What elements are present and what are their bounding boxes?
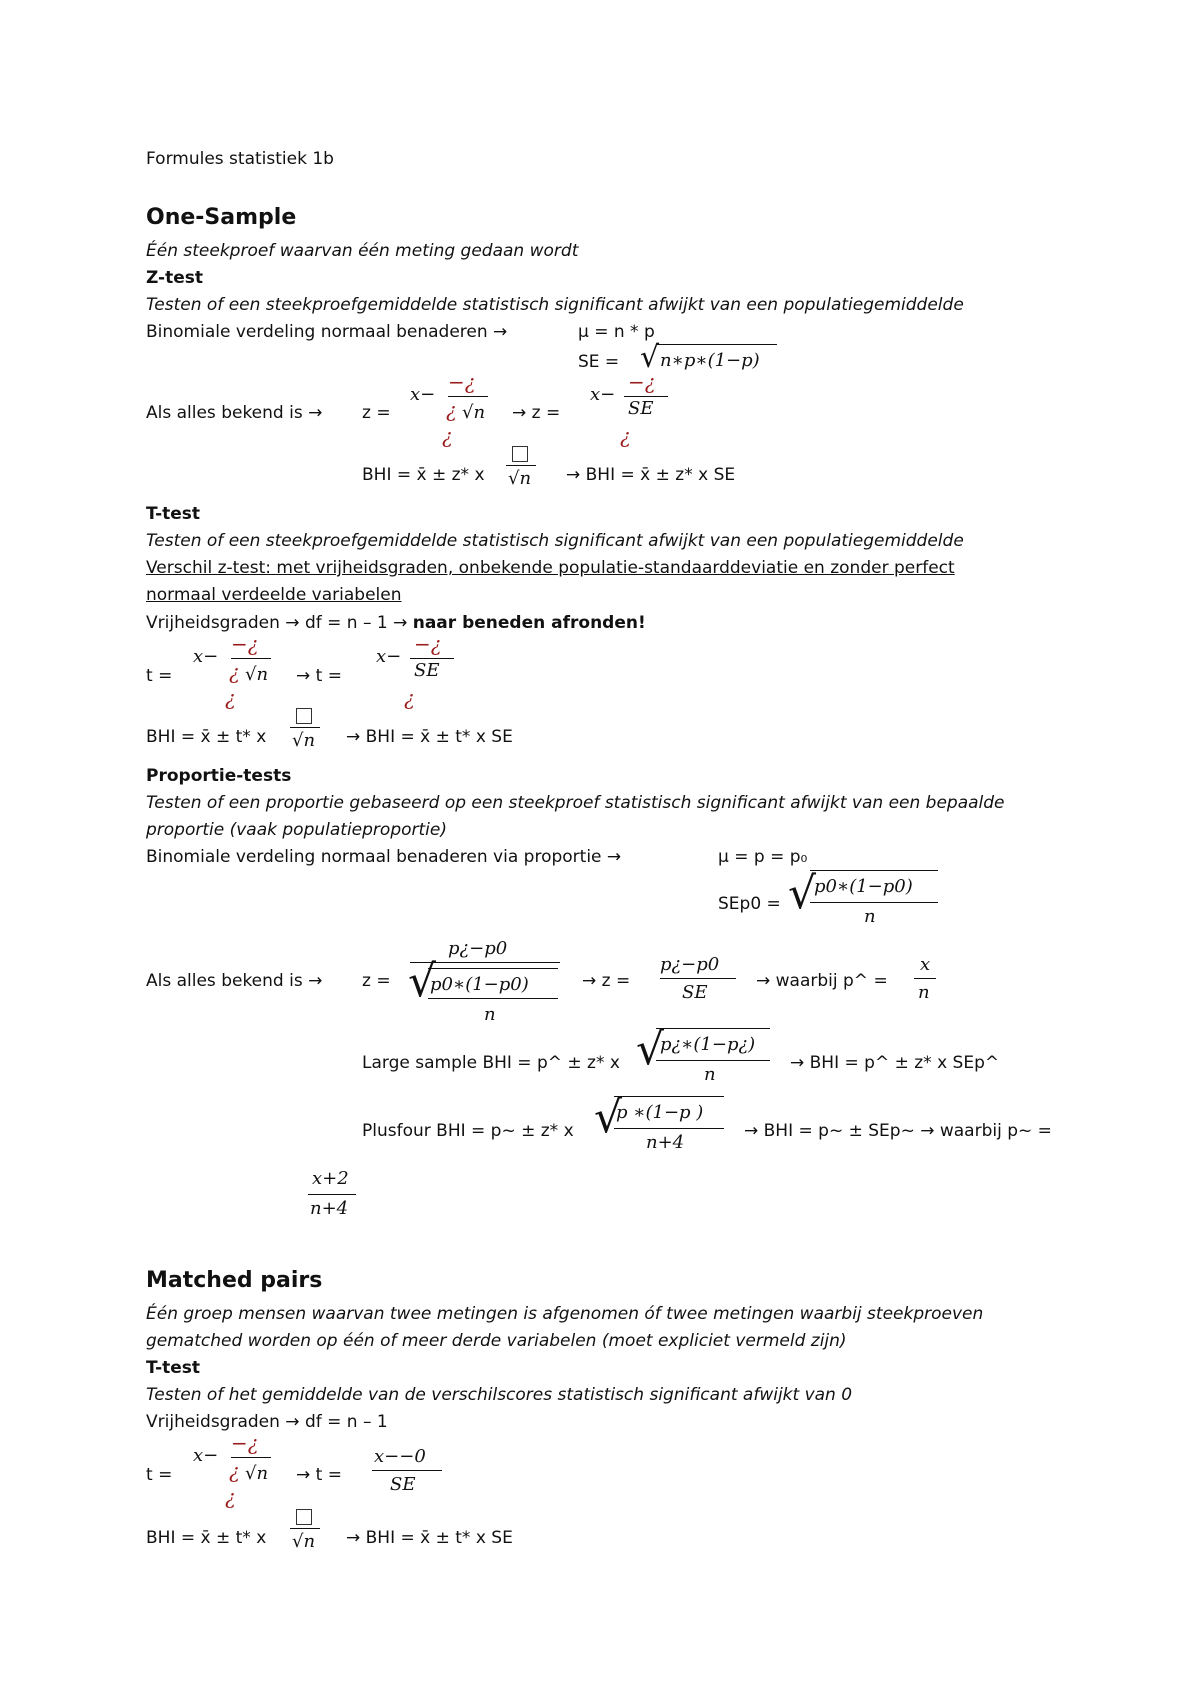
prop-z-equals: z = (362, 971, 391, 991)
se-expression: n∗p∗(1−p) (660, 350, 760, 371)
z-test-desc: Testen of een steekproefgemiddelde statistisch significant afwijkt van een populatiegemiddelde (146, 295, 964, 315)
phat-expression: p¿∗(1−p¿) (660, 1034, 756, 1055)
se-symbol: SE (682, 982, 708, 1003)
se-symbol: SE (390, 1474, 416, 1495)
matched-df: Vrijheidsgraden → df = n – 1 (146, 1412, 388, 1432)
se-symbol: SE (414, 660, 440, 681)
t-bhi-left: BHI = x̄ ± t* x (146, 727, 267, 747)
z-test-title: Z-test (146, 268, 203, 288)
x-minus: x− (193, 1445, 219, 1466)
plusfour-bhi-left: Plusfour BHI = p~ ± z* x (362, 1121, 574, 1141)
fraction-bar (810, 902, 938, 903)
sqrt-symbol: √ (408, 956, 437, 1007)
fraction-bar (624, 396, 668, 397)
fraction-bar (656, 1060, 770, 1061)
sqrt-n: √n (292, 730, 316, 751)
z-equals-label: z = (362, 403, 391, 423)
radical-bar (810, 870, 938, 871)
fraction-bar (372, 1470, 442, 1471)
matched-desc-line1: Één groep mensen waarvan twee metingen is afgenomen óf twee metingen waarbij steekproeven (146, 1304, 984, 1324)
fraction-bar (231, 658, 271, 659)
q-mark: ¿ (446, 398, 457, 422)
sqrt-n: √n (508, 468, 532, 489)
one-sample-subtitle: Één steekproef waarvan één meting gedaan wordt (146, 241, 579, 261)
prop-binom-text: Binomiale verdeling normaal benaderen via proportie → (146, 847, 622, 867)
prop-se-label: SEp0 = (718, 894, 781, 914)
x-minus: x− (410, 384, 436, 405)
matched-bhi-left: BHI = x̄ ± t* x (146, 1528, 267, 1548)
radical-bar (657, 344, 777, 345)
sqrt-symbol: √ (594, 1092, 623, 1143)
n-symbol: n (704, 1064, 716, 1085)
q-mark: ¿ (620, 424, 631, 448)
section-heading-matched-pairs: Matched pairs (146, 1268, 323, 1293)
t-df-text (146, 612, 646, 634)
t-test-diff-line1: Verschil z-test: met vrijheidsgraden, onbekende populatie-standaarddeviatie en zonder perfect (146, 558, 955, 578)
t-bhi-right: → BHI = x̄ ± t* x SE (346, 727, 513, 747)
x-minus: x− (590, 384, 616, 405)
matched-t-desc: Testen of het gemiddelde van de verschilscores statistisch significant afwijkt van 0 (146, 1385, 853, 1405)
section-heading-one-sample: One-Sample (146, 205, 297, 230)
plusfour-bhi-right: → BHI = p~ ± SEp~ → waarbij p~ = (744, 1121, 1052, 1141)
q-mark: ¿ (225, 686, 236, 710)
p0-expression: p0∗(1−p0) (814, 876, 913, 897)
prop-desc-line1: Testen of een proportie gebaseerd op een steekproef statistisch significant afwijkt van een bepaalde (146, 793, 1005, 813)
arrow-t-equals: → t = (296, 666, 342, 686)
x-minus: x− (376, 646, 402, 667)
n-symbol: n (864, 906, 876, 927)
x-minus: x− (193, 646, 219, 667)
minus-q-mark: −¿ (448, 370, 476, 394)
fraction-bar (614, 1128, 724, 1129)
prop-arrow-z: → z = (582, 971, 631, 991)
p0-expression: p0∗(1−p0) (430, 974, 529, 995)
x-plus-2: x+2 (312, 1168, 349, 1189)
x-symbol: x (920, 954, 931, 975)
q-mark: ¿ (229, 660, 240, 684)
fraction-bar (290, 727, 320, 728)
fraction-bar (410, 658, 454, 659)
phat-minus-p0: p¿−p0 (448, 938, 508, 959)
prop-desc-line2: proportie (vaak populatieproportie) (146, 820, 447, 840)
radical-bar (428, 968, 558, 969)
t-test-title: T-test (146, 504, 201, 524)
sqrt-n: √n (292, 1531, 316, 1552)
matched-bhi-right: → BHI = x̄ ± t* x SE (346, 1528, 513, 1548)
sqrt-symbol: √ (788, 868, 817, 919)
large-bhi-right: → BHI = p^ ± z* x SEp^ (790, 1053, 1000, 1073)
fraction-bar (290, 1528, 320, 1529)
matched-t-equals: t = (146, 1465, 173, 1485)
fraction-bar (448, 396, 488, 397)
prop-mu-formula: μ = p = p₀ (718, 847, 808, 867)
z-bhi-right: → BHI = x̄ ± z* x SE (566, 465, 736, 485)
matched-t-title: T-test (146, 1358, 201, 1378)
sqrt-symbol: √ (640, 340, 660, 375)
z-bhi-left: BHI = x̄ ± z* x (362, 465, 485, 485)
minus-q-mark: −¿ (231, 1431, 259, 1455)
matched-desc-line2: gematched worden op één of meer derde variabelen (moet expliciet vermeld zijn) (146, 1331, 847, 1351)
document-title: Formules statistiek 1b (146, 149, 334, 169)
n-plus-4: n+4 (646, 1132, 685, 1153)
minus-q-mark: −¿ (414, 632, 442, 656)
ptilde-expression: p ∗(1−p ) (616, 1102, 704, 1123)
x-minus-0: x−−0 (374, 1446, 426, 1467)
prop-known-text: Als alles bekend is → (146, 971, 323, 991)
large-bhi-left: Large sample BHI = p^ ± z* x (362, 1053, 620, 1073)
z-se-label: SE = (578, 352, 620, 372)
matched-arrow-t: → t = (296, 1465, 342, 1485)
t-equals-label: t = (146, 666, 173, 686)
sqrt-n: √n (245, 1463, 269, 1484)
missing-glyph-box (512, 446, 528, 462)
q-mark: ¿ (229, 1459, 240, 1483)
q-mark: ¿ (442, 424, 453, 448)
minus-q-mark: −¿ (231, 632, 259, 656)
t-test-desc: Testen of een steekproefgemiddelde statistisch significant afwijkt van een populatiegemiddelde (146, 531, 964, 551)
n-symbol: n (484, 1004, 496, 1025)
radical-bar (656, 1028, 770, 1029)
fraction-bar (660, 978, 736, 979)
t-test-diff-line2: normaal verdeelde variabelen (146, 585, 402, 605)
minus-q-mark: −¿ (628, 370, 656, 394)
missing-glyph-box (296, 1509, 312, 1525)
prop-test-title: Proportie-tests (146, 766, 292, 786)
n-symbol: n (918, 982, 930, 1003)
t-df-label: Vrijheidsgraden → df = n – 1 → (146, 613, 408, 633)
z-binom-text: Binomiale verdeling normaal benaderen → (146, 322, 508, 342)
z-mu-formula: μ = n * p (578, 322, 655, 342)
sqrt-n: √n (462, 402, 486, 423)
sqrt-symbol: √ (636, 1024, 665, 1075)
missing-glyph-box (296, 708, 312, 724)
fraction-bar (428, 998, 558, 999)
q-mark: ¿ (404, 686, 415, 710)
fraction-bar (506, 465, 536, 466)
prop-waarbij: → waarbij p^ = (756, 971, 888, 991)
arrow-z-equals: → z = (512, 403, 561, 423)
t-df-bold: naar beneden afronden! (412, 613, 646, 633)
fraction-bar (308, 1194, 356, 1195)
n-plus-4: n+4 (310, 1198, 349, 1219)
se-symbol: SE (628, 398, 654, 419)
fraction-bar (914, 978, 936, 979)
radical-bar (614, 1096, 724, 1097)
fraction-bar (231, 1457, 271, 1458)
z-known-text: Als alles bekend is → (146, 403, 323, 423)
phat-minus-p0: p¿−p0 (660, 954, 720, 975)
q-mark: ¿ (225, 1485, 236, 1509)
sqrt-n: √n (245, 664, 269, 685)
